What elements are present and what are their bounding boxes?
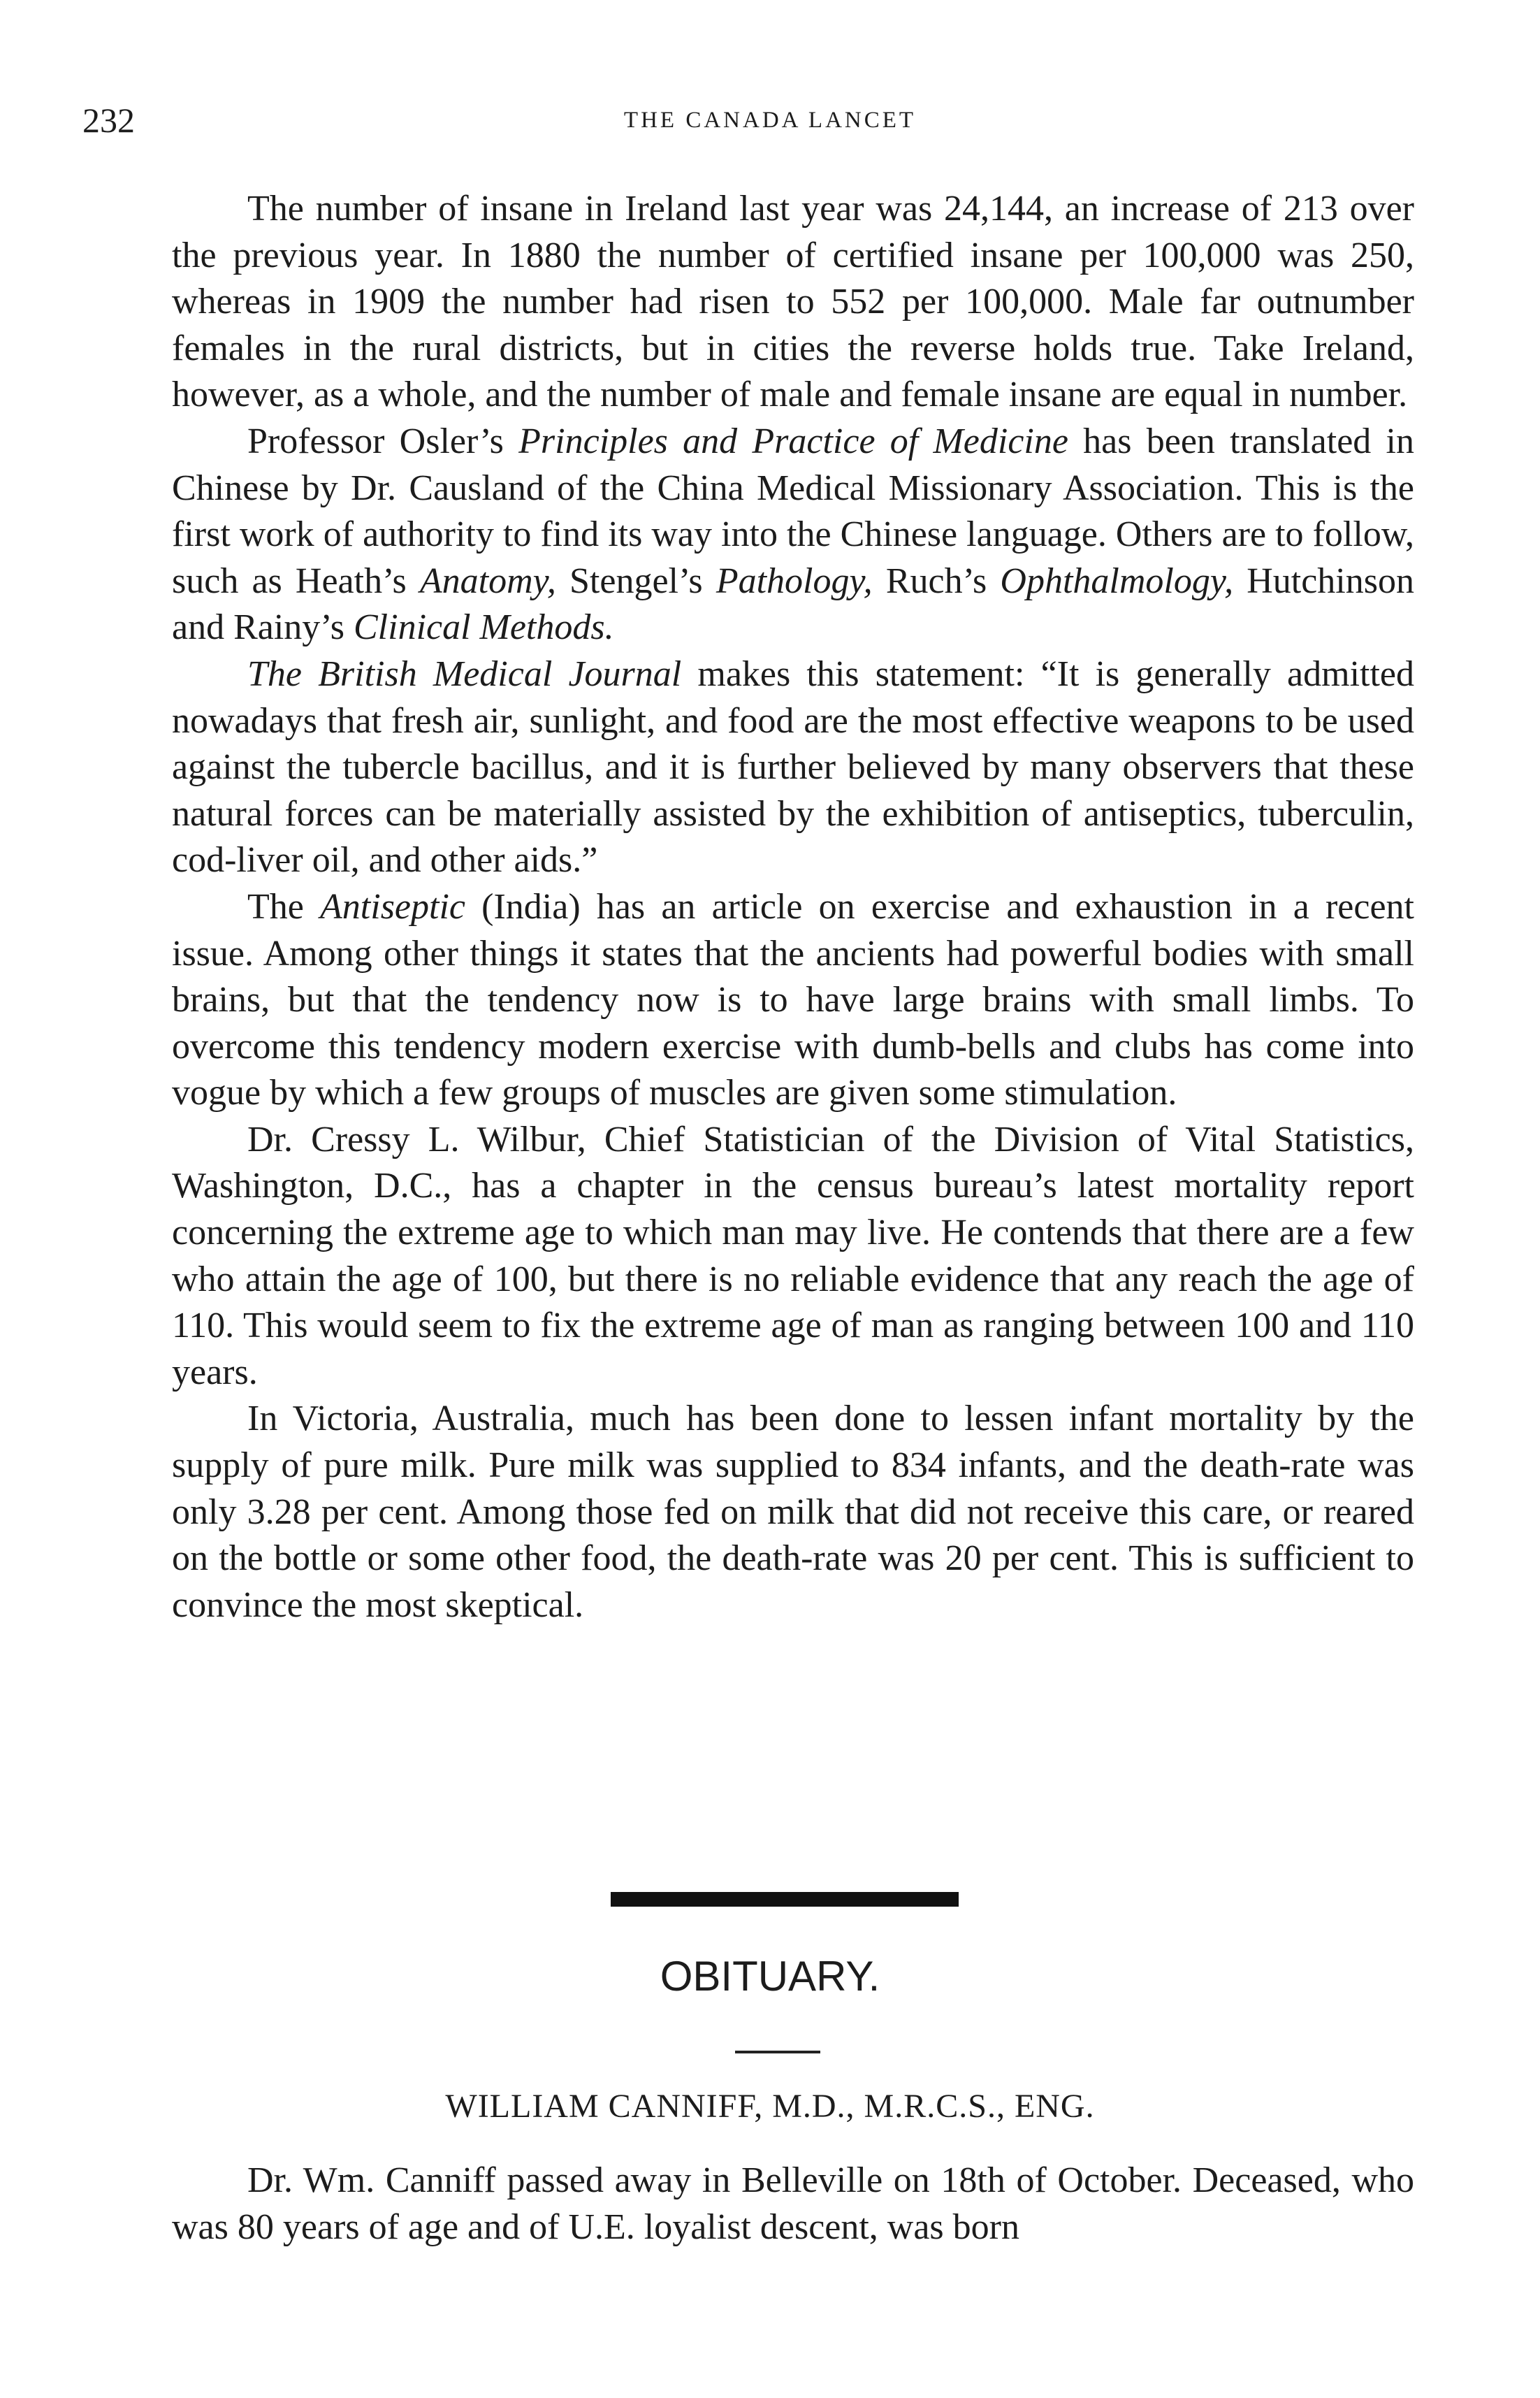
journal-title: The British Medical Journal — [247, 653, 682, 694]
text-run: The — [247, 886, 321, 927]
text-run: makes this statement: “It is generally admitted nowadays that fresh air, sunlight, and food are the most effective weapons to be used against the tubercle bacillus, and it is further believed by many observers that these natural forces can be materially assisted by the exhibition of antiseptics, tuberculin, cod-liver oil, and other aids.” — [172, 653, 1414, 881]
book-title: Anatomy, — [419, 561, 556, 601]
text-run: The number of insane in Ireland last year was 24,144, an increase of 213 over the previous year. In 1880 the number of certified insane per 100,000 was 250, whereas in 1909 the number had risen to 552 per 100,000. Male far outnumber females in the rural districts, but in cities the reverse holds true. Take Ireland, however, as a whole, and the number of male and female insane are equal in number. — [172, 189, 1414, 415]
page-number: 232 — [82, 101, 135, 140]
paragraph-bmj-statement — [172, 651, 1414, 884]
paragraph-wilbur-extreme-age — [172, 1117, 1414, 1396]
paragraph-ireland-insane — [172, 186, 1414, 419]
section-divider-thin — [735, 2051, 820, 2053]
book-title: Ophthalmology, — [1000, 561, 1234, 601]
text-run: Professor Osler’s — [247, 421, 519, 461]
book-title: Pathology, — [715, 561, 873, 601]
text-run: Dr. Cressy L. Wilbur, Chief Statistician of the Division of Vital Statistics, Washington, D.C., has a chapter in the census bureau’s latest mortality report concerning the extreme age to which man may live. He contends that there are a few who attain the age of 100, but there is no reliable evidence that any reach the age of 110. This would seem to fix the extreme age of man as ranging between 100 and 110 years. — [172, 1119, 1414, 1392]
article-body — [172, 186, 1414, 1628]
text-run: (India) has an article on exercise and exhaustion in a recent issue. Among other things it states that the ancients had powerful bodies with small brains, but that the tendency now is to have large brains with small limbs. To overcome this tendency modern exercise with dumb-bells and clubs has come into vogue by which a few groups of muscles are given some stimulation. — [172, 886, 1414, 1113]
text-run: Stengel’s — [555, 561, 716, 601]
text-run: Hutchinson and Rainy’s — [172, 561, 1414, 648]
paragraph-victoria-milk — [172, 1396, 1414, 1628]
obituary-body — [172, 2158, 1414, 2251]
text-run: In Victoria, Australia, much has been done to lessen infant mortality by the supply of pure milk. Pure milk was supplied to 834 infants, and the death-rate was only 3.28 per cent. Among those fed on milk that did not receive this care, or reared on the bottle or some other food, the death-rate was 20 per cent. This is sufficient to convince the most skeptical. — [172, 1399, 1414, 1625]
book-title: Principles and Practice of Medicine — [518, 421, 1068, 461]
section-divider-heavy — [611, 1892, 959, 1907]
running-head: THE CANADA LANCET — [623, 108, 917, 133]
obituary-subheading: WILLIAM CANNIFF, M.D., M.R.C.S., ENG. — [445, 2088, 1095, 2125]
obituary-heading: OBITUARY. — [660, 1953, 880, 2000]
text-run: Ruch’s — [872, 561, 1001, 601]
paragraph-obituary: Dr. Wm. Canniff passed away in Belleville on 18th of October. Deceased, who was 80 years of age and of U.E. loyalist descent, was born — [172, 2160, 1414, 2247]
book-title: Clinical Methods. — [353, 607, 614, 648]
text-run: has been translated in Chinese by Dr. Causland of the China Medical Missionary Association. This is the first work of authority to find its way into the Chinese language. Others are to follow, such as Heath’s — [172, 421, 1414, 601]
paragraph-antiseptic-exercise — [172, 884, 1414, 1117]
journal-title: Antiseptic — [320, 886, 465, 927]
paragraph-osler-translation — [172, 419, 1414, 651]
